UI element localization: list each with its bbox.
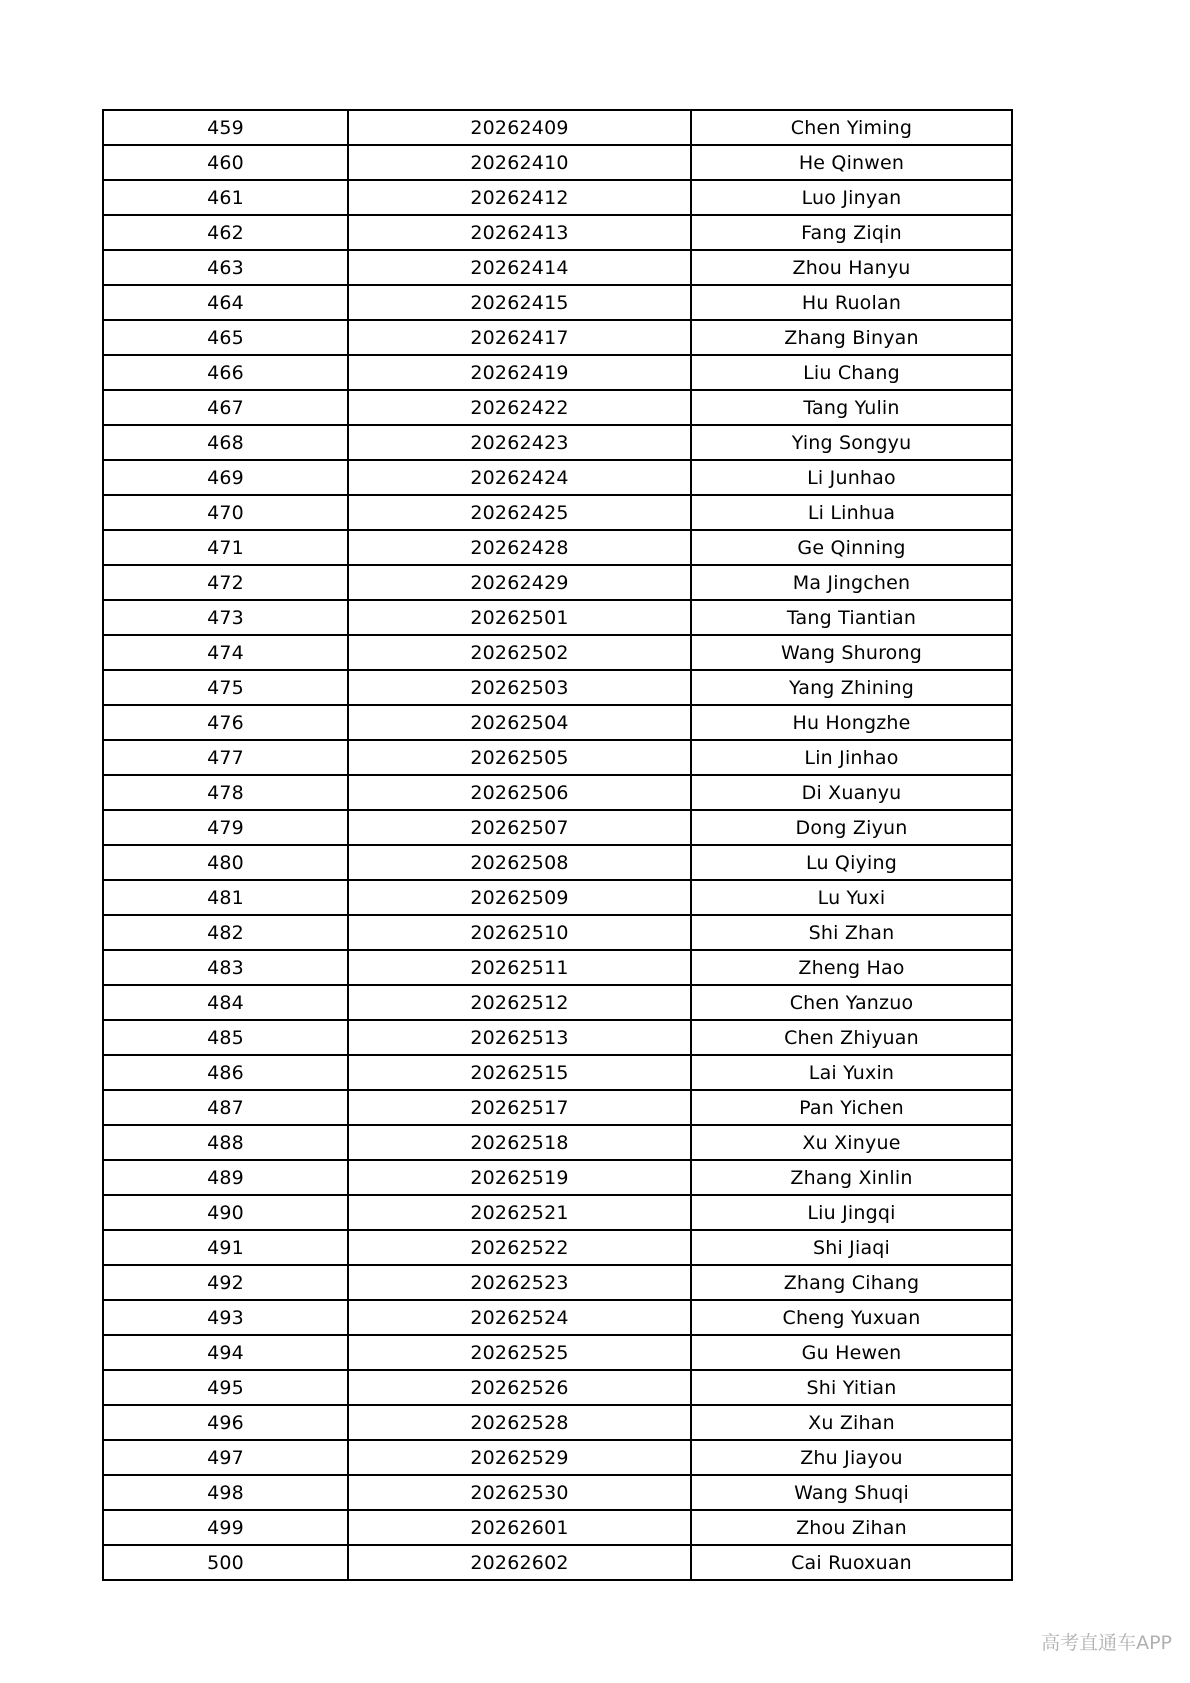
student-id-cell: 20262529 xyxy=(348,1440,691,1475)
seq-cell: 471 xyxy=(103,530,348,565)
seq-cell: 465 xyxy=(103,320,348,355)
seq-cell: 475 xyxy=(103,670,348,705)
table-row xyxy=(103,1335,1012,1370)
name-cell: Gu Hewen xyxy=(691,1335,1012,1370)
table-row xyxy=(103,880,1012,915)
table-row xyxy=(103,915,1012,950)
table-row xyxy=(103,1265,1012,1300)
student-id-cell: 20262511 xyxy=(348,950,691,985)
student-id-cell: 20262412 xyxy=(348,180,691,215)
table-row xyxy=(103,1405,1012,1440)
student-id-cell: 20262521 xyxy=(348,1195,691,1230)
seq-cell: 489 xyxy=(103,1160,348,1195)
table-row xyxy=(103,740,1012,775)
student-id-cell: 20262506 xyxy=(348,775,691,810)
table-row xyxy=(103,670,1012,705)
name-cell: Liu Chang xyxy=(691,355,1012,390)
table-row xyxy=(103,1510,1012,1545)
name-cell: Lu Yuxi xyxy=(691,880,1012,915)
seq-cell: 484 xyxy=(103,985,348,1020)
name-cell: Zheng Hao xyxy=(691,950,1012,985)
student-id-cell: 20262419 xyxy=(348,355,691,390)
student-id-cell: 20262505 xyxy=(348,740,691,775)
seq-cell: 464 xyxy=(103,285,348,320)
seq-cell: 461 xyxy=(103,180,348,215)
student-id-cell: 20262508 xyxy=(348,845,691,880)
name-cell: Liu Jingqi xyxy=(691,1195,1012,1230)
student-id-cell: 20262518 xyxy=(348,1125,691,1160)
table-row xyxy=(103,495,1012,530)
roster-table xyxy=(102,109,1013,1581)
name-cell: Pan Yichen xyxy=(691,1090,1012,1125)
name-cell: Dong Ziyun xyxy=(691,810,1012,845)
name-cell: Ma Jingchen xyxy=(691,565,1012,600)
seq-cell: 490 xyxy=(103,1195,348,1230)
seq-cell: 493 xyxy=(103,1300,348,1335)
name-cell: Zhu Jiayou xyxy=(691,1440,1012,1475)
table-row xyxy=(103,320,1012,355)
seq-cell: 470 xyxy=(103,495,348,530)
name-cell: Cheng Yuxuan xyxy=(691,1300,1012,1335)
seq-cell: 472 xyxy=(103,565,348,600)
table-row xyxy=(103,1125,1012,1160)
table-row xyxy=(103,600,1012,635)
student-id-cell: 20262525 xyxy=(348,1335,691,1370)
student-id-cell: 20262503 xyxy=(348,670,691,705)
table-row xyxy=(103,810,1012,845)
table-row xyxy=(103,425,1012,460)
seq-cell: 487 xyxy=(103,1090,348,1125)
name-cell: Li Linhua xyxy=(691,495,1012,530)
seq-cell: 478 xyxy=(103,775,348,810)
table-row xyxy=(103,845,1012,880)
name-cell: Shi Zhan xyxy=(691,915,1012,950)
student-id-cell: 20262510 xyxy=(348,915,691,950)
name-cell: Lai Yuxin xyxy=(691,1055,1012,1090)
name-cell: Di Xuanyu xyxy=(691,775,1012,810)
student-id-cell: 20262517 xyxy=(348,1090,691,1125)
student-id-cell: 20262513 xyxy=(348,1020,691,1055)
seq-cell: 481 xyxy=(103,880,348,915)
name-cell: Ying Songyu xyxy=(691,425,1012,460)
table-row xyxy=(103,110,1012,145)
table-row xyxy=(103,1440,1012,1475)
seq-cell: 462 xyxy=(103,215,348,250)
watermark-text: 高考直通车APP xyxy=(1041,1632,1172,1654)
student-id-cell: 20262422 xyxy=(348,390,691,425)
table-row xyxy=(103,705,1012,740)
name-cell: Zhang Xinlin xyxy=(691,1160,1012,1195)
table-row xyxy=(103,1195,1012,1230)
seq-cell: 474 xyxy=(103,635,348,670)
table-row xyxy=(103,1230,1012,1265)
table-row xyxy=(103,1160,1012,1195)
name-cell: He Qinwen xyxy=(691,145,1012,180)
seq-cell: 479 xyxy=(103,810,348,845)
name-cell: Cai Ruoxuan xyxy=(691,1545,1012,1580)
seq-cell: 497 xyxy=(103,1440,348,1475)
student-id-cell: 20262417 xyxy=(348,320,691,355)
table-row xyxy=(103,1370,1012,1405)
table-row xyxy=(103,285,1012,320)
student-id-cell: 20262509 xyxy=(348,880,691,915)
name-cell: Wang Shuqi xyxy=(691,1475,1012,1510)
student-id-cell: 20262501 xyxy=(348,600,691,635)
table-row xyxy=(103,985,1012,1020)
student-id-cell: 20262512 xyxy=(348,985,691,1020)
table-row xyxy=(103,355,1012,390)
student-id-cell: 20262523 xyxy=(348,1265,691,1300)
table-row xyxy=(103,1055,1012,1090)
seq-cell: 499 xyxy=(103,1510,348,1545)
table-row xyxy=(103,1020,1012,1055)
student-id-cell: 20262423 xyxy=(348,425,691,460)
student-id-cell: 20262429 xyxy=(348,565,691,600)
student-id-cell: 20262515 xyxy=(348,1055,691,1090)
student-id-cell: 20262530 xyxy=(348,1475,691,1510)
seq-cell: 460 xyxy=(103,145,348,180)
student-id-cell: 20262601 xyxy=(348,1510,691,1545)
name-cell: Xu Zihan xyxy=(691,1405,1012,1440)
name-cell: Wang Shurong xyxy=(691,635,1012,670)
name-cell: Shi Jiaqi xyxy=(691,1230,1012,1265)
table-row xyxy=(103,635,1012,670)
name-cell: Li Junhao xyxy=(691,460,1012,495)
table-row xyxy=(103,215,1012,250)
name-cell: Tang Yulin xyxy=(691,390,1012,425)
seq-cell: 473 xyxy=(103,600,348,635)
seq-cell: 476 xyxy=(103,705,348,740)
name-cell: Yang Zhining xyxy=(691,670,1012,705)
student-id-cell: 20262410 xyxy=(348,145,691,180)
seq-cell: 492 xyxy=(103,1265,348,1300)
name-cell: Chen Yiming xyxy=(691,110,1012,145)
seq-cell: 463 xyxy=(103,250,348,285)
name-cell: Hu Ruolan xyxy=(691,285,1012,320)
name-cell: Chen Zhiyuan xyxy=(691,1020,1012,1055)
table-row xyxy=(103,565,1012,600)
table-row xyxy=(103,530,1012,565)
seq-cell: 496 xyxy=(103,1405,348,1440)
student-id-cell: 20262424 xyxy=(348,460,691,495)
student-id-cell: 20262519 xyxy=(348,1160,691,1195)
name-cell: Zhou Hanyu xyxy=(691,250,1012,285)
name-cell: Lu Qiying xyxy=(691,845,1012,880)
student-id-cell: 20262526 xyxy=(348,1370,691,1405)
name-cell: Chen Yanzuo xyxy=(691,985,1012,1020)
name-cell: Tang Tiantian xyxy=(691,600,1012,635)
table-row xyxy=(103,180,1012,215)
name-cell: Zhou Zihan xyxy=(691,1510,1012,1545)
table-row xyxy=(103,1545,1012,1580)
student-id-cell: 20262413 xyxy=(348,215,691,250)
student-id-cell: 20262502 xyxy=(348,635,691,670)
student-id-cell: 20262522 xyxy=(348,1230,691,1265)
student-id-cell: 20262414 xyxy=(348,250,691,285)
name-cell: Hu Hongzhe xyxy=(691,705,1012,740)
seq-cell: 491 xyxy=(103,1230,348,1265)
name-cell: Lin Jinhao xyxy=(691,740,1012,775)
name-cell: Fang Ziqin xyxy=(691,215,1012,250)
seq-cell: 498 xyxy=(103,1475,348,1510)
name-cell: Shi Yitian xyxy=(691,1370,1012,1405)
name-cell: Ge Qinning xyxy=(691,530,1012,565)
seq-cell: 500 xyxy=(103,1545,348,1580)
student-id-cell: 20262602 xyxy=(348,1545,691,1580)
name-cell: Xu Xinyue xyxy=(691,1125,1012,1160)
table-row xyxy=(103,145,1012,180)
seq-cell: 459 xyxy=(103,110,348,145)
table-row xyxy=(103,1090,1012,1125)
seq-cell: 494 xyxy=(103,1335,348,1370)
table-row xyxy=(103,950,1012,985)
seq-cell: 466 xyxy=(103,355,348,390)
table-row xyxy=(103,1300,1012,1335)
seq-cell: 483 xyxy=(103,950,348,985)
student-id-cell: 20262425 xyxy=(348,495,691,530)
student-id-cell: 20262507 xyxy=(348,810,691,845)
seq-cell: 482 xyxy=(103,915,348,950)
student-id-cell: 20262415 xyxy=(348,285,691,320)
table-row xyxy=(103,460,1012,495)
name-cell: Zhang Binyan xyxy=(691,320,1012,355)
seq-cell: 495 xyxy=(103,1370,348,1405)
table-row xyxy=(103,250,1012,285)
seq-cell: 486 xyxy=(103,1055,348,1090)
student-id-cell: 20262409 xyxy=(348,110,691,145)
roster-table-body xyxy=(103,110,1012,1580)
student-id-cell: 20262504 xyxy=(348,705,691,740)
seq-cell: 480 xyxy=(103,845,348,880)
seq-cell: 467 xyxy=(103,390,348,425)
student-id-cell: 20262528 xyxy=(348,1405,691,1440)
seq-cell: 477 xyxy=(103,740,348,775)
seq-cell: 485 xyxy=(103,1020,348,1055)
seq-cell: 488 xyxy=(103,1125,348,1160)
name-cell: Zhang Cihang xyxy=(691,1265,1012,1300)
table-row xyxy=(103,390,1012,425)
name-cell: Luo Jinyan xyxy=(691,180,1012,215)
student-id-cell: 20262428 xyxy=(348,530,691,565)
table-row xyxy=(103,775,1012,810)
seq-cell: 469 xyxy=(103,460,348,495)
seq-cell: 468 xyxy=(103,425,348,460)
table-row xyxy=(103,1475,1012,1510)
student-id-cell: 20262524 xyxy=(348,1300,691,1335)
